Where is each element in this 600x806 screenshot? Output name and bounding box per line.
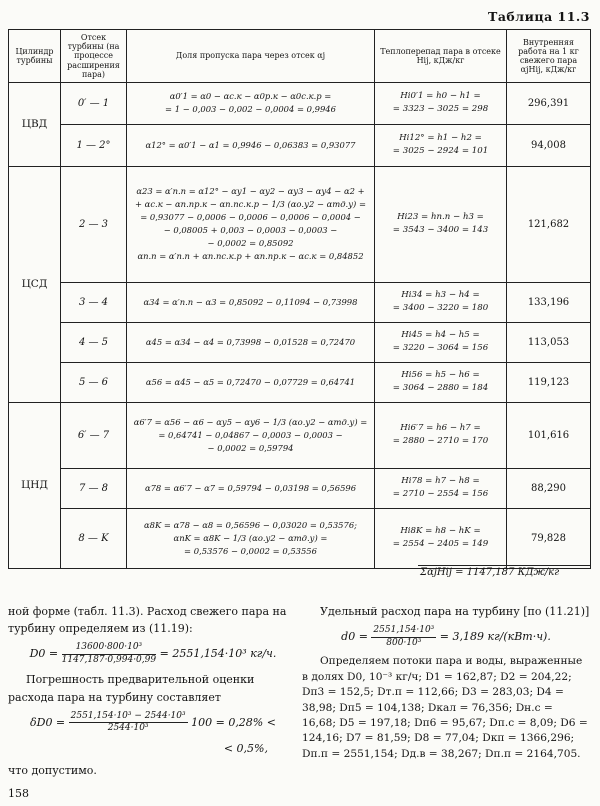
heat-cell: Hi0′1 = h0 − h1 = = 3323 − 3025 = 298	[375, 82, 507, 124]
heat-cell: Hi6′7 = h6 − h7 = = 2880 − 2710 = 170	[375, 402, 507, 468]
work-cell: 121,682	[507, 166, 591, 282]
equation-error-tail: < 0,5%,	[223, 741, 268, 755]
work-cell: 113,053	[507, 322, 591, 362]
fraction-cell: α78 = α6′7 − α7 = 0,59794 − 0,03198 = 0,56596	[127, 468, 375, 508]
paragraph: Погрешность предварительной оценки расхода пара на турбину составляет	[8, 673, 255, 704]
fraction-cell: α56 = α45 − α5 = 0,72470 − 0,07729 = 0,64741	[127, 362, 375, 402]
header-work: Внутренняя работа на 1 кг свежего пара αjHij, кДж/кг	[507, 30, 591, 83]
fraction-cell: α45 = α34 − α4 = 0,73998 − 0,01528 = 0,72470	[127, 322, 375, 362]
work-cell: 133,196	[507, 282, 591, 322]
section-cell: 0′ — 1	[61, 82, 127, 124]
equation-error: δD0 = $\frac{\text{2551,154·10³ − 2544·10³}}{\text{2544·10³}}$ 100 = 0,28% <	[30, 710, 276, 734]
table-total: ΣαjHij = 1147,187 КДж/кг	[420, 567, 560, 578]
work-cell: 296,391	[507, 82, 591, 124]
work-cell: 94,008	[507, 124, 591, 166]
fraction-cell: α8K = α78 − α8 = 0,56596 − 0,03020 = 0,53576; αпK = α8K − 1/3 (αо.у2 − αтд.у) = = 0,53576 − 0,0002 = 0,53556	[127, 508, 375, 568]
header-cylinder: Цилиндр турбины	[9, 30, 61, 83]
page-number: 158	[8, 787, 29, 800]
right-column	[302, 603, 590, 762]
heat-cell: Hi56 = h5 − h6 = = 3064 − 2880 = 184	[375, 362, 507, 402]
fraction-cell: α23 = α′п.п = α12° − αу1 − αу2 − αу3 − αу4 − α2 + + αс.к − αп.пр.к − αп.пс.к.р − 1/3 (αо.у2 − αтд.у) = = 0,93077 − 0,0006 − 0,0006 − 0,0006 − 0,0004 − − 0,08005 + 0,003 − 0,0003 − 0,0003 − − 0,0002 = 0,85092 αп.п = α′п.п + αп.пс.к.р + αп.пр.к − αс.к = 0,84852	[127, 166, 375, 282]
work-cell: 101,616	[507, 402, 591, 468]
fraction-cell: α0′1 = α0 − αс.к − α0р.к − α0с.к.р = = 1 − 0,003 − 0,002 − 0,0004 = 0,9946	[127, 82, 375, 124]
section-cell: 8 — K	[61, 508, 127, 568]
section-cell: 6′ — 7	[61, 402, 127, 468]
cylinder-csd: ЦСД	[9, 166, 61, 402]
data-table	[8, 29, 591, 569]
equation-specific-rate: d0 = $\frac{\text{2551,154·10³}}{\text{800·10³}}$ = 3,189 кг/(кВт·ч).	[341, 625, 551, 648]
section-cell: 4 — 5	[61, 322, 127, 362]
paragraph: Удельный расход пара на турбину [по (11.21)]	[320, 605, 590, 618]
work-cell: 88,290	[507, 468, 591, 508]
work-cell: 79,828	[507, 508, 591, 568]
left-column	[8, 603, 298, 779]
heat-cell: Hi45 = h4 − h5 = = 3220 − 3064 = 156	[375, 322, 507, 362]
paragraph: Определяем потоки пара и воды, выраженные в долях D0, 10⁻³ кг/ч; D1 = 162,87; D2 = 204,22; Dп3 = 152,5; Dт.п = 112,66; D3 = 283,03; D4 = 38,98; Dп5 = 104,138; Dкал = 76,356; Dн.с = 16,68; D5 = 197,18; Dп6 = 95,67; Dп.с = 8,09; D6 = 124,16; D7 = 81,59; D8 = 77,04; Dкп = 1366,296; Dп.п = 2551,154; Dд.в = 38,267; Dп.п = 2164,705.	[302, 655, 588, 760]
paragraph: что допустимо.	[8, 763, 97, 777]
heat-cell: Hi34 = h3 − h4 = = 3400 − 3220 = 180	[375, 282, 507, 322]
table-caption: Таблица 11.3	[488, 9, 590, 24]
section-cell: 5 — 6	[61, 362, 127, 402]
heat-cell: Hi23 = hп.п − h3 = = 3543 − 3400 = 143	[375, 166, 507, 282]
section-cell: 3 — 4	[61, 282, 127, 322]
equation-flow-rate: D0 = $\frac{\text{13600·800·10³}}{1147,187\cdot 0,994\cdot 0,99}$ = 2551,154·10³ кг/ч.	[29, 642, 277, 665]
section-cell: 2 — 3	[61, 166, 127, 282]
heat-cell: Hi12° = h1 − h2 = = 3025 − 2924 = 101	[375, 124, 507, 166]
fraction-cell: α6′7 = α56 − α6 − αу5 − αу6 − 1/3 (αо.у2 − αтд.у) = = 0,64741 − 0,04867 − 0,0003 − 0,0003 − − 0,0002 = 0,59794	[127, 402, 375, 468]
section-cell: 7 — 8	[61, 468, 127, 508]
cylinder-cnd: ЦНД	[9, 402, 61, 568]
header-fraction: Доля пропуска пара через отсек αj	[127, 30, 375, 83]
section-cell: 1 — 2°	[61, 124, 127, 166]
heat-cell: Hi8K = h8 − hK = = 2554 − 2405 = 149	[375, 508, 507, 568]
paragraph: ной форме (табл. 11.3). Расход свежего пара на турбину определяем из (11.19):	[8, 605, 287, 636]
work-cell: 119,123	[507, 362, 591, 402]
fraction-cell: α12° = α0′1 − α1 = 0,9946 − 0,06383 = 0,93077	[127, 124, 375, 166]
header-section: Отсек турбины (на процессе расширения пара)	[61, 30, 127, 83]
cylinder-cvd: ЦВД	[9, 82, 61, 166]
fraction-cell: α34 = α′п.п − α3 = 0,85092 − 0,11094 − 0,73998	[127, 282, 375, 322]
heat-cell: Hi78 = h7 − h8 = = 2710 − 2554 = 156	[375, 468, 507, 508]
header-heat-drop: Теплоперепад пара в отсеке Hij, кДж/кг	[375, 30, 507, 83]
total-rule	[418, 565, 590, 566]
